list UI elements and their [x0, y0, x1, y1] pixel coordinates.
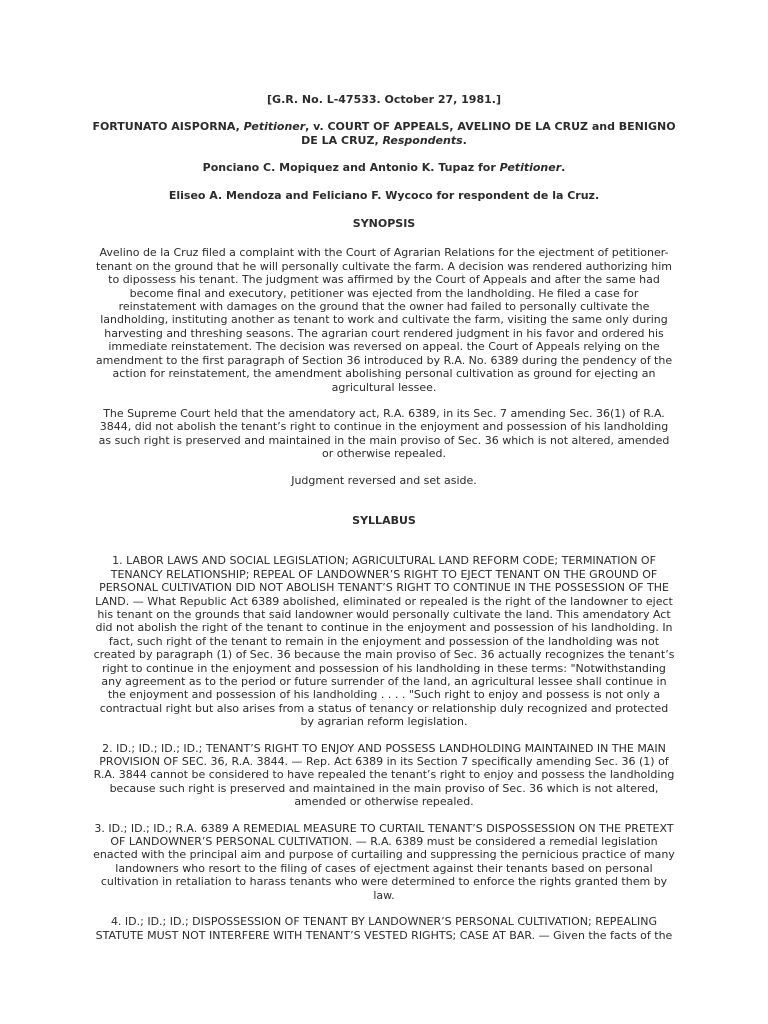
case-number: [G.R. No. L-47533. October 27, 1981.]	[267, 93, 501, 106]
counsel-petitioner	[92, 161, 676, 174]
counsel-petitioner-names: Ponciano C. Mopiquez and Antonio K. Tupaz for	[202, 161, 500, 175]
synopsis-paragraph: Avelino de la Cruz filed a complaint with the Court of Agrarian Relations for the ejectment of petitioner-tenant on the ground that he will personally cultivate the farm. A decision was rendered authorizing him to dipossess his tenant. The judgment was affirmed by the Court of Appeals and after the same had become final and executory, petitioner was ejected from the landholding. He filed a case for reinstatement with damages on the ground that the owner had failed to personally cultivate the landholding, instituting another as tenant to work and cultivate the farm, visiting the same only during harvesting and threshing seasons. The agrarian court rendered judgment in his favor and ordered his immediate reinstatement. The decision was reversed on appeal. the Court of Appeals relying on the amendment to the first paragraph of Section 36 introduced by R.A. No. 6389 during the pendency of the action for reinstatement, the amendment abolishing personal cultivation as ground for ejecting an agricultural lessee.	[95, 246, 673, 394]
synopsis-paragraph: The Supreme Court held that the amendatory act, R.A. 6389, in its Sec. 7 amending Sec. 36(1) of R.A. 3844, did not abolish the tenant’s right to continue in the enjoyment and possession of his landholding as such right is preserved and maintained in the main proviso of Sec. 36 which is not altered, amended or otherwise repealed.	[98, 406, 670, 461]
synopsis-paragraph: Judgment reversed and set aside.	[291, 473, 477, 487]
parties-end: .	[462, 133, 467, 147]
syllabus-item: 1. LABOR LAWS AND SOCIAL LEGISLATION; AGRICULTURAL LAND REFORM CODE; TERMINATION OF TENANCY RELATIONSHIP; REPEAL OF LANDOWNER’S RIGHT TO EJECT TENANT ON THE GROUND OF PERSONAL CULTIVATION DID NOT ABOLISH TENANT’S RIGHT TO CONTINUE IN THE POSSESSION OF THE LAND. — What Republic Act 6389 abolished, eliminated or repealed is the right of the landowner to eject his tenant on the grounds that said landowner would personally cultivate the land. This amendatory Act did not abolish the right of the tenant to continue in the enjoyment and possession of his landholding. In fact, such right of the tenant to remain in the enjoyment and possession of the landholding was not created by paragraph (1) of Sec. 36 because the main proviso of Sec. 36 actually recognizes the tenant’s right to continue in the enjoyment and possession of his landholding in these terms: "Notwithstanding any agreement as to the period or future surrender of the land, an agricultural lessee shall continue in the enjoyment and possession of his landholding . . . . "Such right to enjoy and possess is not only a contractual right but also arises from a status of tenancy or relationship duly recognized and protected by agrarian reform legislation.	[93, 554, 675, 729]
petitioner-name: FORTUNATO AISPORNA,	[92, 120, 244, 134]
syllabus-heading: SYLLABUS	[352, 513, 416, 527]
parties-versus: , v. COURT OF APPEALS, AVELINO DE LA CRUZ and BENIGNO DE LA CRUZ,	[301, 120, 676, 147]
syllabus-item: 2. ID.; ID.; ID.; ID.; TENANT’S RIGHT TO ENJOY AND POSSESS LANDHOLDING MAINTAINED IN THE MAIN PROVISION OF SEC. 36, R.A. 3844. — Rep. Act 6389 in its Section 7 specifically amending Sec. 36 (1) of R.A. 3844 cannot be considered to have repealed the tenant’s right to enjoy and possess the landholding because such right is preserved and maintained in the main proviso of Sec. 36 which is not altered, amended or otherwise repealed.	[93, 741, 675, 809]
counsel-petitioner-end: .	[561, 161, 566, 175]
syllabus-item: 3. ID.; ID.; ID.; R.A. 6389 A REMEDIAL MEASURE TO CURTAIL TENANT’S DISPOSSESSION ON THE PRETEXT OF LANDOWNER’S PERSONAL CULTIVATION. — R.A. 6389 must be considered a remedial legislation enacted with the principal aim and purpose of curtailing and suppressing the pernicious practice of many landowners who resort to the filing of cases of ejectment against their tenants based on personal cultivation in retaliation to harass tenants who were determined to enforce the rights granted them by law.	[93, 821, 675, 902]
respondent-role: Respondents	[382, 133, 463, 147]
petitioner-role: Petitioner	[243, 120, 306, 134]
synopsis-heading: SYNOPSIS	[352, 217, 416, 231]
counsel-respondent: Eliseo A. Mendoza and Feliciano F. Wycoco for respondent de la Cruz.	[168, 188, 600, 202]
document-page	[92, 0, 676, 955]
page-bottom-margin	[0, 944, 768, 1024]
case-parties	[92, 120, 676, 147]
counsel-petitioner-role: Petitioner	[499, 161, 562, 175]
syllabus-item: 4. ID.; ID.; ID.; DISPOSSESSION OF TENANT BY LANDOWNER’S PERSONAL CULTIVATION; REPEALING STATUTE MUST NOT INTERFERE WITH TENANT’S VESTED RIGHTS; CASE AT BAR. — Given the facts of the	[95, 915, 673, 942]
